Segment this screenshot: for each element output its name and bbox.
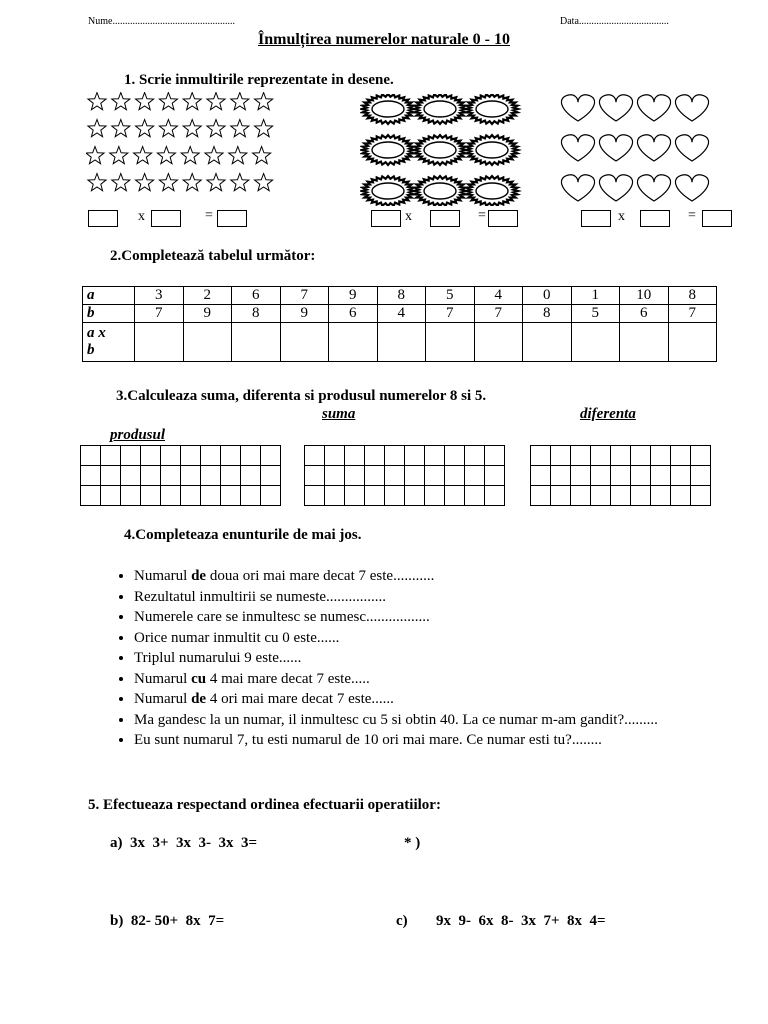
grid-cell[interactable]	[425, 466, 445, 486]
sun-center-icon	[476, 142, 508, 158]
cell-a: 1	[571, 287, 620, 305]
cell-b: 6	[620, 305, 669, 323]
grid-cell[interactable]	[365, 466, 385, 486]
cell-b: 9	[183, 305, 232, 323]
star-icon	[255, 120, 273, 137]
star-icon	[253, 147, 271, 164]
grid-cell[interactable]	[161, 466, 181, 486]
cell-b: 7	[668, 305, 717, 323]
star-icon	[88, 120, 106, 137]
grid-cell[interactable]	[101, 466, 121, 486]
grid-cell[interactable]	[345, 466, 365, 486]
suns-factor2-box[interactable]	[430, 210, 460, 227]
star-icon	[112, 93, 130, 110]
stars-times-sign: x	[138, 209, 145, 224]
grid-cell[interactable]	[241, 446, 261, 466]
list-item: • Numerele care se inmultesc se numesc.................	[134, 607, 734, 628]
star-icon	[183, 174, 201, 191]
star-icon	[110, 147, 128, 164]
sun-icon	[466, 135, 518, 165]
grid-cell[interactable]	[241, 466, 261, 486]
sun-center-icon	[424, 101, 456, 117]
product-answer-cell[interactable]	[523, 323, 572, 362]
heart-icon	[561, 135, 594, 161]
grid-cell[interactable]	[305, 446, 325, 466]
exercise-c-label: c)	[396, 913, 408, 929]
grid-cell[interactable]	[551, 466, 571, 486]
grid-cell[interactable]	[141, 466, 161, 486]
grid-cell[interactable]	[305, 486, 325, 506]
label-produsul: produsul	[110, 427, 166, 443]
cell-a: 9	[329, 287, 378, 305]
sun-icon	[362, 135, 414, 165]
row-b	[83, 305, 717, 323]
star-icon	[207, 120, 225, 137]
grid-cell[interactable]	[485, 466, 505, 486]
hearts-factor2-box[interactable]	[640, 210, 670, 227]
page-title: Înmulțirea numerelor naturale 0 - 10	[258, 31, 510, 48]
sun-icon	[414, 135, 466, 165]
cell-b: 8	[523, 305, 572, 323]
grid-cell[interactable]	[591, 486, 611, 506]
grid-cell[interactable]	[611, 486, 631, 506]
star-icon	[255, 93, 273, 110]
section5-heading: 5. Efectueaza respectand ordinea efectuarii operatiilor:	[88, 797, 441, 813]
grid-cell[interactable]	[365, 446, 385, 466]
cell-b: 8	[232, 305, 281, 323]
heart-icon	[637, 95, 670, 121]
star-icon	[231, 120, 249, 137]
star-icon	[88, 93, 106, 110]
hearts-drawing	[556, 92, 716, 204]
cell-b: 7	[474, 305, 523, 323]
grid-cell[interactable]	[571, 486, 591, 506]
cell-a: 6	[232, 287, 281, 305]
grid-cell[interactable]	[405, 466, 425, 486]
star-icon	[159, 174, 177, 191]
cell-a: 10	[620, 287, 669, 305]
cell-b: 6	[329, 305, 378, 323]
list-item: • Eu sunt numarul 7, tu esti numarul de 10 ori mai mare. Ce numar esti tu?........	[134, 730, 734, 751]
product-answer-cell[interactable]	[280, 323, 329, 362]
grid-cell[interactable]	[345, 446, 365, 466]
grid-cell[interactable]	[671, 466, 691, 486]
grid-cell[interactable]	[405, 486, 425, 506]
row-product-label: a x b	[83, 323, 135, 362]
grid-cell[interactable]	[485, 486, 505, 506]
heart-icon	[675, 135, 708, 161]
date-field-label: Data....................................	[560, 16, 669, 27]
grid-cell[interactable]	[651, 446, 671, 466]
sun-center-icon	[372, 101, 404, 117]
star-icon	[181, 147, 199, 164]
sun-icon	[414, 94, 466, 124]
star-icon	[136, 120, 154, 137]
grid-cell[interactable]	[121, 486, 141, 506]
heart-icon	[675, 175, 708, 201]
grid-cell[interactable]	[591, 466, 611, 486]
cell-a: 4	[474, 287, 523, 305]
stars-factor1-box[interactable]	[88, 210, 118, 227]
grid-cell[interactable]	[571, 466, 591, 486]
grid-cell[interactable]	[101, 486, 121, 506]
heart-icon	[637, 135, 670, 161]
suns-result-box[interactable]	[488, 210, 518, 227]
stars-result-box[interactable]	[217, 210, 247, 227]
grid-cell[interactable]	[81, 446, 101, 466]
row-a	[83, 287, 717, 305]
row-a-label: a	[83, 287, 135, 305]
row-b-label: b	[83, 305, 135, 323]
grid-diferenta[interactable]	[530, 445, 711, 506]
list-item: • Rezultatul inmultirii se numeste................	[134, 587, 734, 608]
grid-cell[interactable]	[181, 446, 201, 466]
stars-factor2-box[interactable]	[151, 210, 181, 227]
grid-cell[interactable]	[691, 486, 711, 506]
star-icon	[229, 147, 247, 164]
grid-cell[interactable]	[121, 446, 141, 466]
sun-center-icon	[372, 142, 404, 158]
cell-a: 3	[135, 287, 184, 305]
list-item: • Numarul de doua ori mai mare decat 7 este...........	[134, 566, 734, 587]
sun-icon	[466, 176, 518, 206]
cell-b: 4	[377, 305, 426, 323]
hearts-equals-sign: =	[688, 208, 696, 223]
heart-icon	[637, 175, 670, 201]
grid-cell[interactable]	[261, 446, 281, 466]
grid-cell[interactable]	[161, 446, 181, 466]
statements-list	[108, 566, 734, 751]
heart-icon	[599, 175, 632, 201]
grid-produsul[interactable]	[80, 445, 281, 506]
exercise-b: b) 82- 50+ 8x 7=	[110, 913, 225, 929]
section1-heading: 1. Scrie inmultirile reprezentate in desene.	[124, 72, 394, 88]
sun-icon	[362, 94, 414, 124]
row-product	[83, 323, 717, 362]
star-icon	[136, 174, 154, 191]
grid-cell[interactable]	[591, 446, 611, 466]
exercise-c: 9x 9- 6x 8- 3x 7+ 8x 4=	[436, 913, 606, 929]
star-icon	[183, 120, 201, 137]
grid-cell[interactable]	[385, 466, 405, 486]
grid-cell[interactable]	[425, 446, 445, 466]
grid-cell[interactable]	[571, 446, 591, 466]
grid-cell[interactable]	[385, 446, 405, 466]
grid-cell[interactable]	[221, 486, 241, 506]
grid-cell[interactable]	[425, 486, 445, 506]
list-item: • Ma gandesc la un numar, il inmultesc cu 5 si obtin 40. La ce numar m-am gandit?.........	[134, 710, 734, 731]
star-icon	[159, 120, 177, 137]
sun-center-icon	[424, 183, 456, 199]
grid-cell[interactable]	[551, 446, 571, 466]
star-icon	[112, 120, 130, 137]
grid-cell[interactable]	[181, 466, 201, 486]
grid-cell[interactable]	[261, 486, 281, 506]
grid-cell[interactable]	[325, 446, 345, 466]
grid-cell[interactable]	[201, 466, 221, 486]
grid-cell[interactable]	[445, 466, 465, 486]
grid-cell[interactable]	[611, 466, 631, 486]
multiplication-table	[82, 286, 717, 362]
grid-cell[interactable]	[365, 486, 385, 506]
cell-a: 0	[523, 287, 572, 305]
star-icon	[207, 93, 225, 110]
suns-equals-sign: =	[478, 208, 486, 223]
sun-center-icon	[476, 101, 508, 117]
sun-center-icon	[476, 183, 508, 199]
star-icon	[157, 147, 175, 164]
star-icon	[231, 93, 249, 110]
grid-cell[interactable]	[181, 486, 201, 506]
cell-a: 7	[280, 287, 329, 305]
sun-center-icon	[372, 183, 404, 199]
cell-a: 8	[668, 287, 717, 305]
product-answer-cell[interactable]	[426, 323, 475, 362]
suns-times-sign: x	[405, 209, 412, 224]
hearts-times-sign: x	[618, 209, 625, 224]
product-answer-cell[interactable]	[571, 323, 620, 362]
product-answer-cell[interactable]	[183, 323, 232, 362]
stars-drawing	[86, 92, 286, 196]
star-icon	[159, 93, 177, 110]
label-diferenta: diferenta	[580, 406, 636, 422]
exercise-star: * )	[404, 835, 421, 851]
grid-cell[interactable]	[261, 466, 281, 486]
hearts-factor1-box[interactable]	[581, 210, 611, 227]
list-item: • Triplul numarului 9 este......	[134, 648, 734, 669]
grid-cell[interactable]	[241, 486, 261, 506]
stars-equals-sign: =	[205, 208, 213, 223]
grid-cell[interactable]	[345, 486, 365, 506]
grid-cell[interactable]	[631, 446, 651, 466]
section2-heading: 2.Completează tabelul următor:	[110, 248, 316, 264]
grid-cell[interactable]	[141, 446, 161, 466]
grid-cell[interactable]	[531, 486, 551, 506]
grid-cell[interactable]	[305, 466, 325, 486]
grid-cell[interactable]	[221, 466, 241, 486]
grid-cell[interactable]	[221, 446, 241, 466]
product-answer-cell[interactable]	[668, 323, 717, 362]
exercise-a: a) 3x 3+ 3x 3- 3x 3=	[110, 835, 258, 851]
grid-cell[interactable]	[551, 486, 571, 506]
grid-cell[interactable]	[201, 446, 221, 466]
star-icon	[183, 93, 201, 110]
grid-cell[interactable]	[691, 446, 711, 466]
name-field-label: Nume.................................................	[88, 16, 235, 27]
sun-icon	[362, 176, 414, 206]
star-icon	[255, 174, 273, 191]
product-answer-cell[interactable]	[377, 323, 426, 362]
grid-cell[interactable]	[445, 446, 465, 466]
star-icon	[134, 147, 152, 164]
grid-cell[interactable]	[671, 446, 691, 466]
grid-cell[interactable]	[611, 446, 631, 466]
grid-cell[interactable]	[631, 486, 651, 506]
grid-cell[interactable]	[531, 466, 551, 486]
product-answer-cell[interactable]	[232, 323, 281, 362]
cell-b: 7	[135, 305, 184, 323]
grid-cell[interactable]	[651, 466, 671, 486]
star-icon	[136, 93, 154, 110]
product-answer-cell[interactable]	[135, 323, 184, 362]
cell-a: 5	[426, 287, 475, 305]
grid-suma[interactable]	[304, 445, 505, 506]
grid-cell[interactable]	[325, 486, 345, 506]
star-icon	[205, 147, 223, 164]
cell-b: 7	[426, 305, 475, 323]
cell-a: 8	[377, 287, 426, 305]
list-item: • Numarul de 4 ori mai mare decat 7 este......	[134, 689, 734, 710]
grid-cell[interactable]	[141, 486, 161, 506]
section3-heading: 3.Calculeaza suma, diferenta si produsul numerelor 8 si 5.	[116, 388, 487, 404]
product-answer-cell[interactable]	[329, 323, 378, 362]
grid-cell[interactable]	[161, 486, 181, 506]
label-suma: suma	[322, 406, 356, 422]
list-item: • Numarul cu 4 mai mare decat 7 este.....	[134, 669, 734, 690]
product-answer-cell[interactable]	[620, 323, 669, 362]
grid-cell[interactable]	[325, 466, 345, 486]
grid-cell[interactable]	[465, 446, 485, 466]
cell-b: 9	[280, 305, 329, 323]
cell-a: 2	[183, 287, 232, 305]
grid-cell[interactable]	[671, 486, 691, 506]
heart-icon	[561, 175, 594, 201]
product-answer-cell[interactable]	[474, 323, 523, 362]
grid-cell[interactable]	[201, 486, 221, 506]
star-icon	[207, 174, 225, 191]
star-icon	[86, 147, 104, 164]
grid-cell[interactable]	[465, 486, 485, 506]
grid-cell[interactable]	[81, 486, 101, 506]
grid-cell[interactable]	[445, 486, 465, 506]
heart-icon	[561, 95, 594, 121]
list-item: • Orice numar inmultit cu 0 este......	[134, 628, 734, 649]
suns-drawing	[360, 94, 526, 206]
grid-cell[interactable]	[101, 446, 121, 466]
sun-icon	[466, 94, 518, 124]
grid-cell[interactable]	[651, 486, 671, 506]
grid-cell[interactable]	[485, 446, 505, 466]
star-icon	[112, 174, 130, 191]
grid-cell[interactable]	[405, 446, 425, 466]
cell-b: 5	[571, 305, 620, 323]
grid-cell[interactable]	[121, 466, 141, 486]
sun-center-icon	[424, 142, 456, 158]
grid-cell[interactable]	[631, 466, 651, 486]
heart-icon	[675, 95, 708, 121]
grid-cell[interactable]	[465, 466, 485, 486]
grid-cell[interactable]	[81, 466, 101, 486]
sun-icon	[414, 176, 466, 206]
star-icon	[88, 174, 106, 191]
grid-cell[interactable]	[385, 486, 405, 506]
grid-cell[interactable]	[691, 466, 711, 486]
heart-icon	[599, 135, 632, 161]
star-icon	[231, 174, 249, 191]
section4-heading: 4.Completeaza enunturile de mai jos.	[124, 527, 362, 543]
grid-cell[interactable]	[531, 446, 551, 466]
hearts-result-box[interactable]	[702, 210, 732, 227]
suns-factor1-box[interactable]	[371, 210, 401, 227]
heart-icon	[599, 95, 632, 121]
